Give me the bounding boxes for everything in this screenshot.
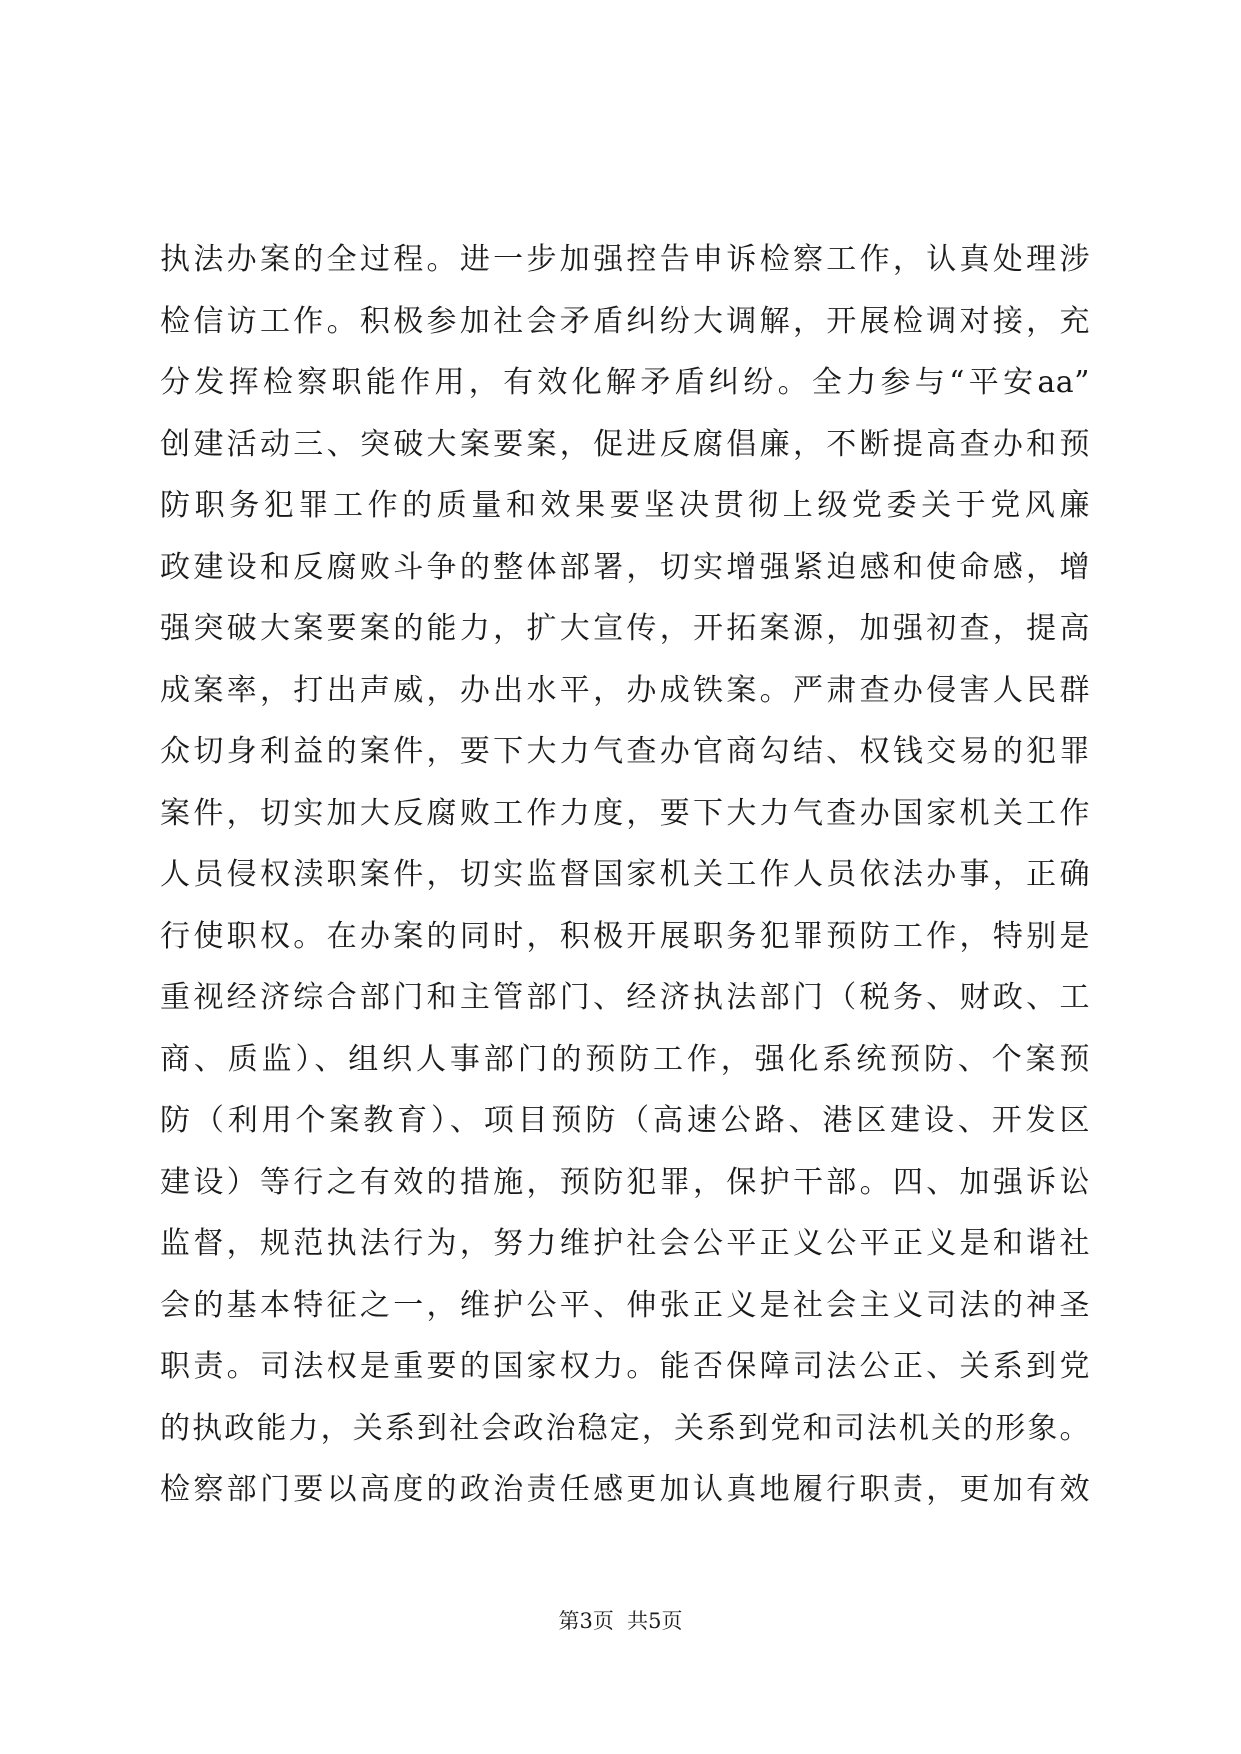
text-line-6: 政建设和反腐败斗争的整体部署，切实增强紧迫感和使命感，增: [160, 549, 1090, 585]
text-line-4: 创建活动三、突破大案要案，促进反腐倡廉，不断提高查办和预: [160, 426, 1090, 462]
text-line-15: 防（利用个案教育）、项目预防（高速公路、港区建设、开发区: [160, 1103, 1090, 1138]
text-line-21: 检察部门要以高度的政治责任感更加认真地履行职责，更加有效: [160, 1472, 1090, 1507]
body-text: [160, 229, 1090, 1521]
text-line-16: 建设）等行之有效的措施，预防犯罪，保护干部。四、加强诉讼: [160, 1164, 1090, 1200]
text-line-8: 成案率，打出声威，办出水平，办成铁案。严肃查办侵害人民群: [160, 672, 1090, 708]
text-line-2: 检信访工作。积极参加社会矛盾纠纷大调解，开展检调对接，充: [160, 303, 1090, 339]
text-line-19: 职责。司法权是重要的国家权力。能否保障司法公正、关系到党: [160, 1349, 1090, 1384]
text-line-17: 监督，规范执法行为，努力维护社会公平正义公平正义是和谐社: [160, 1226, 1090, 1261]
text-line-9: 众切身利益的案件，要下大力气查办官商勾结、权钱交易的犯罪: [160, 734, 1090, 769]
text-line-5: 防职务犯罪工作的质量和效果要坚决贯彻上级党委关于党风廉: [160, 488, 1090, 523]
text-line-20: 的执政能力，关系到社会政治稳定，关系到党和司法机关的形象。: [160, 1410, 1090, 1446]
text-line-1: 执法办案的全过程。进一步加强控告申诉检察工作，认真处理涉: [160, 242, 1090, 277]
text-line-10: 案件，切实加大反腐败工作力度，要下大力气查办国家机关工作: [160, 795, 1090, 831]
text-line-13: 重视经济综合部门和主管部门、经济执法部门（税务、财政、工: [160, 980, 1090, 1015]
text-line-12: 行使职权。在办案的同时，积极开展职务犯罪预防工作，特别是: [160, 918, 1090, 954]
text-line-3: 分发挥检察职能作用，有效化解矛盾纠纷。全力参与“平安aa”: [160, 365, 1090, 400]
page-footer: [0, 1606, 1241, 1636]
text-line-11: 人员侵权渎职案件，切实监督国家机关工作人员依法办事，正确: [160, 857, 1090, 892]
text-line-14: 商、质监）、组织人事部门的预防工作，强化系统预防、个案预: [160, 1041, 1090, 1077]
text-line-7: 强突破大案要案的能力，扩大宣传，开拓案源，加强初查，提高: [160, 611, 1090, 646]
text-line-18: 会的基本特征之一，维护公平、伸张正义是社会主义司法的神圣: [160, 1287, 1090, 1323]
page-number: 第3页 共5页: [558, 1609, 683, 1633]
